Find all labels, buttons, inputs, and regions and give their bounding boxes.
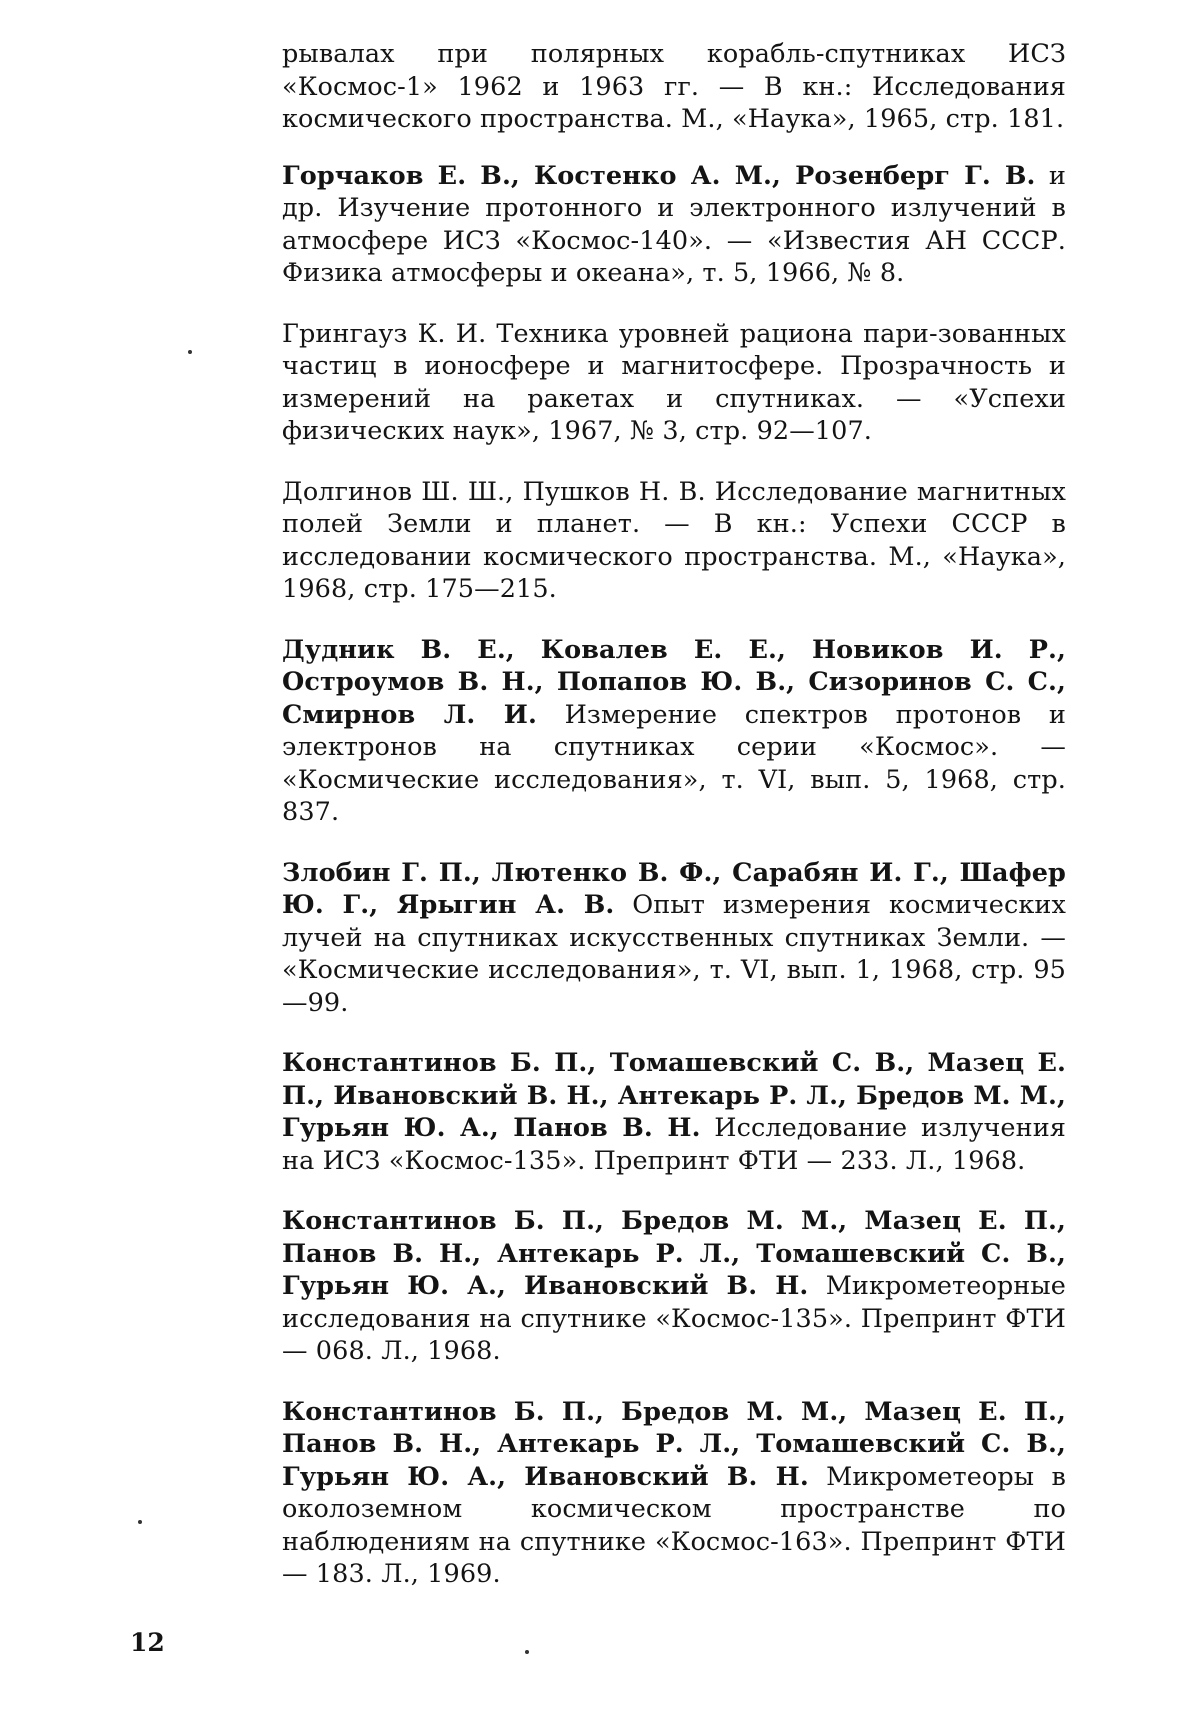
reference-entry-3 [282,318,1066,448]
reference-entry-4 [282,476,1066,606]
reference-authors: Дудник В. Е., Ковалев Е. Е., Новиков И. Р., Остроумов В. Н., Попапов Ю. В., Сизоринов С. С., Смирнов Л. И. [282,634,1066,730]
reference-entry-9 [282,1396,1066,1591]
reference-entry-5 [282,634,1066,829]
reference-authors: Злобин Г. П., Лютенко В. Ф., Сарабян И. Г., Шафер Ю. Г., Ярыгин А. В. [282,857,1066,920]
reference-authors: Константинов Б. П., Бредов М. М., Мазец Е. П., Панов В. Н., Антекарь Р. Л., Томашевский С. В., Гурьян Ю. А., Ивановский В. Н. [282,1206,1066,1301]
reference-entry-6 [282,857,1066,1020]
reference-authors: Константинов Б. П., Бредов М. М., Мазец Е. П., Панов В. Н., Антекарь Р. Л., Томашевский С. В., Гурьян Ю. А., Ивановский В. Н. [282,1396,1066,1492]
reference-text: Грингауз К. И. Техника уровней рациона пари-зованных частиц в ионосфере и магнитосфере. Прозрачность и измерений на ракетах и спутниках. — «Успехи физических наук», 1967, № 3, стр. 92—107. [282,318,1066,446]
reference-text: Микрометеорные исследования на спутнике «Космос-135». Препринт ФТИ — 068. Л., 1968. [282,1271,1066,1366]
reference-text: Микрометеоры в околоземном космическом пространстве по наблюдениям на спутнике «Космос-163». Препринт ФТИ — 183. Л., 1969. [282,1461,1066,1589]
reference-text: и др. Изучение протонного и электронного излучений в атмосфере ИСЗ «Космос-140». — «Известия АН СССР. Физика атмосферы и океана», т. 5, 1966, № 8. [282,160,1066,288]
reference-text: Долгинов Ш. Ш., Пушков Н. В. Исследование магнитных полей Земли и планет. — В кн.: Успехи СССР в исследовании космического пространства. М., «Наука», 1968, стр. 175—215. [282,476,1066,604]
reference-text: Опыт измерения космических лучей на спутниках искусственных спутниках Земли. — «Космические исследования», т. VI, вып. 1, 1968, стр. 95—99. [282,890,1066,1018]
reference-text: Измерение спектров протонов и электронов на спутниках серии «Космос». — «Космические исследования», т. VI, вып. 5, 1968, стр. 837. [282,699,1066,827]
reference-text: Исследование излучения на ИСЗ «Космос-135». Препринт ФТИ — 233. Л., 1968. [282,1113,1066,1176]
reference-authors: Константинов Б. П., Томашевский С. В., Мазец Е. П., Ивановский В. Н., Антекарь Р. Л., Бредов М. М., Гурьян Ю. А., Панов В. Н. [282,1048,1066,1143]
reference-authors: Горчаков Е. В., Костенко А. М., Розенберг Г. В. [282,160,1036,191]
reference-entry-8 [282,1205,1066,1368]
reference-text: рывалах при полярных корабль-спутниках ИСЗ «Космос-1» 1962 и 1963 гг. — В кн.: Исследования космического пространства. М., «Наука», 1965, стр. 181. [282,39,1066,134]
reference-entry-1 [282,38,1066,136]
reference-entry-2 [282,160,1066,290]
reference-entry-7 [282,1047,1066,1177]
scan-speck [138,1520,142,1524]
reference-list [282,38,1066,1619]
scan-speck [525,1650,529,1654]
page-number: 12 [130,1628,165,1657]
scan-speck [188,350,192,354]
